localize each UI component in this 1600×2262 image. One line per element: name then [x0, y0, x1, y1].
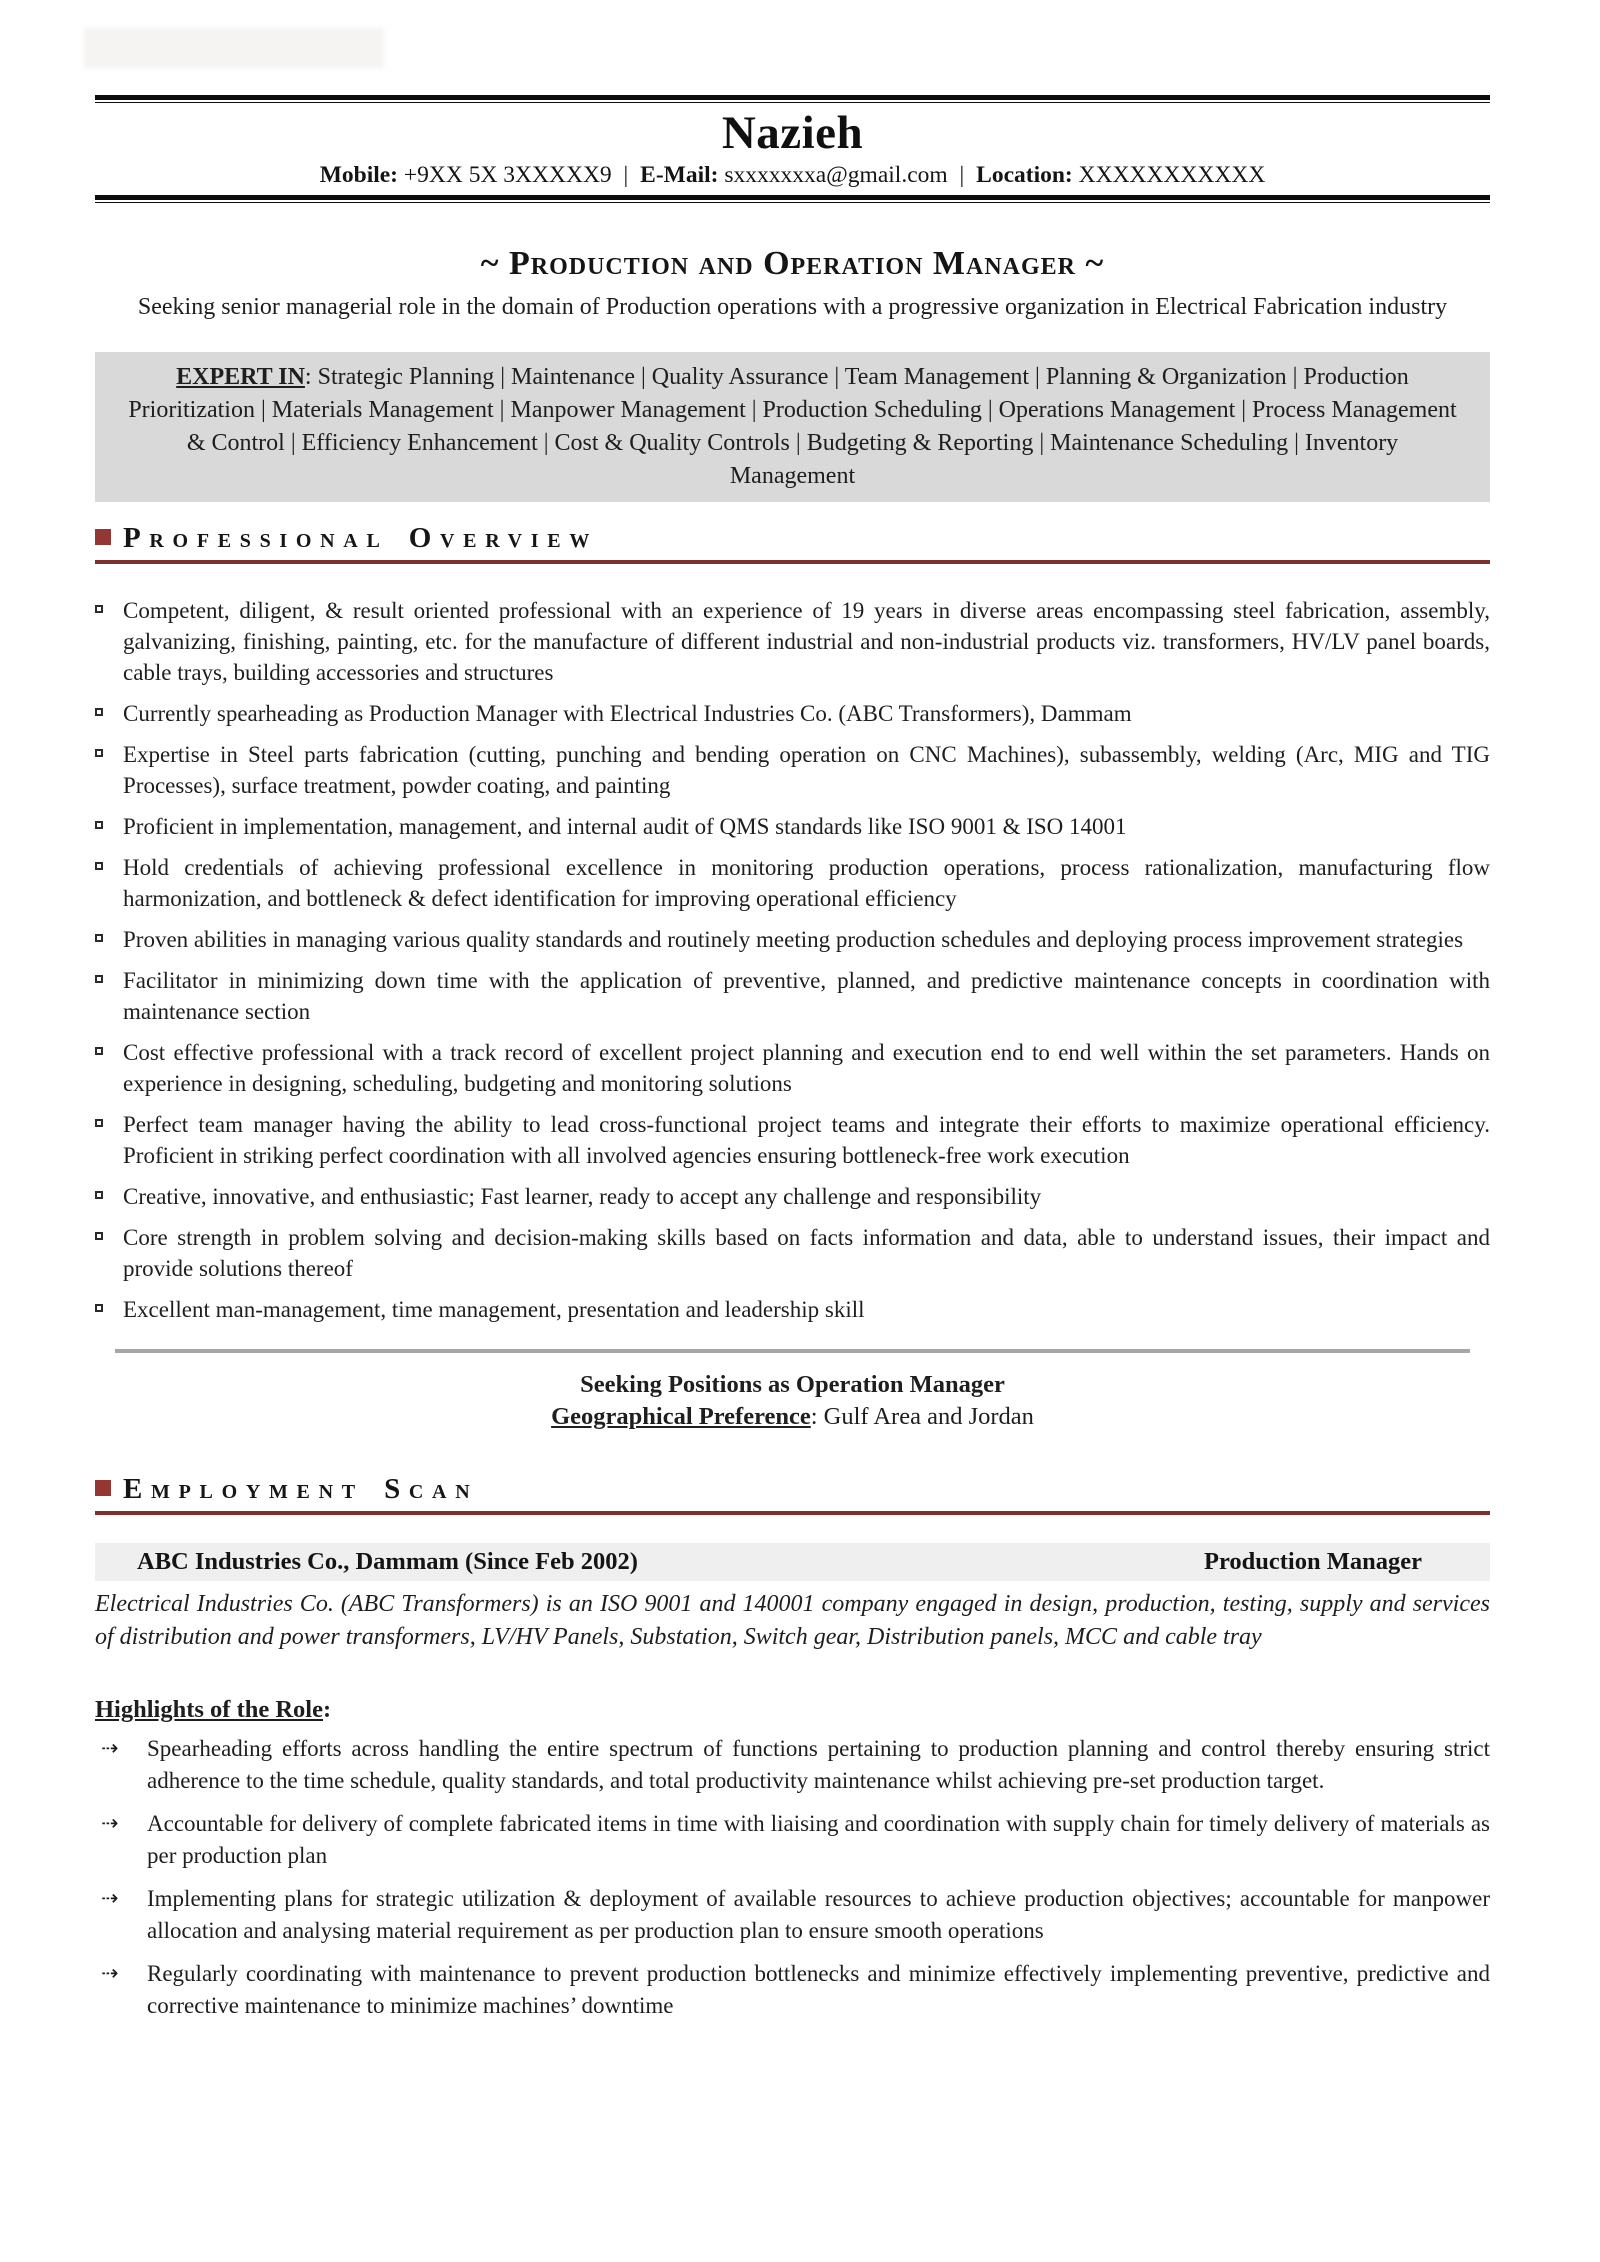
overview-bullet-text: Currently spearheading as Production Manager with Electrical Industries Co. (ABC Transformers), Dammam [123, 701, 1132, 727]
location-value: XXXXXXXXXXX [1078, 162, 1266, 189]
highlights-heading [95, 1696, 1490, 1724]
expert-in-skills: Strategic Planning | Maintenance | Quality Assurance | Team Management | Planning & Organization | Production Prioritization | Materials Management | Manpower Management | Production Scheduling | Operations Management | Process Management & Control | Efficiency Enhancement | Cost & Quality Controls | Budgeting & Reporting | Maintenance Scheduling | Inventory Management [128, 364, 1457, 490]
expert-in-block [95, 352, 1490, 502]
highlight-item [95, 1958, 1490, 2021]
job-role: Production Manager [1204, 1548, 1422, 1576]
highlight-item [95, 1883, 1490, 1946]
dashed-arrow-icon: ⇢ [101, 1961, 119, 1986]
contact-separator: | [623, 162, 629, 189]
overview-bullet-text: Creative, innovative, and enthusiastic; Fast learner, ready to accept any challenge and responsibility [123, 1184, 1042, 1210]
square-bullet-icon [95, 1304, 103, 1312]
section-heading-employment-scan [95, 1473, 1490, 1506]
overview-bullet-item [95, 924, 1490, 955]
highlight-text: Regularly coordinating with maintenance to prevent production bottlenecks and minimize effectively implementing preventive, predictive and corrective maintenance to minimize machines’ downtime [147, 1961, 1490, 2018]
email-label: E-Mail: [640, 162, 719, 189]
mobile-value: +9XX 5X 3XXXXX9 [403, 162, 612, 189]
overview-bullet-text: Expertise in Steel parts fabrication (cutting, punching and bending operation on CNC Machines), subassembly, welding (Arc, MIG and TIG Processes), surface treatment, powder coating, and painting [123, 742, 1490, 799]
highlights-list [95, 1733, 1490, 2021]
overview-bullet-item [95, 1181, 1490, 1212]
section-marker-icon [95, 1480, 111, 1496]
section-rule [95, 560, 1490, 564]
scan-artifact [84, 28, 384, 68]
career-objective: Seeking senior managerial role in the domain of Production operations with a progressive organization in Electrical Fabrication industry [137, 294, 1448, 321]
contact-line [95, 162, 1490, 189]
square-bullet-icon [95, 1191, 103, 1199]
section-title: Employment Scan [123, 1473, 479, 1506]
expert-in-colon: : [304, 364, 312, 391]
dashed-arrow-icon: ⇢ [101, 1811, 119, 1836]
overview-bullet-item [95, 1037, 1490, 1099]
section-heading-professional-overview [95, 522, 1490, 555]
square-bullet-icon [95, 1232, 103, 1240]
geographical-preference-value: : Gulf Area and Jordan [810, 1403, 1034, 1431]
overview-bullet-text: Proficient in implementation, management, and internal audit of QMS standards like ISO 9001 & ISO 14001 [123, 814, 1127, 840]
overview-bullet-item [95, 1222, 1490, 1284]
overview-bullet-item [95, 739, 1490, 801]
gray-divider-rule [115, 1349, 1470, 1353]
overview-bullet-text: Competent, diligent, & result oriented professional with an experience of 19 years in diverse areas encompassing steel fabrication, assembly, galvanizing, finishing, painting, etc. for the manufacture of different industrial and non-industrial products viz. transformers, HV/LV panel boards, cable trays, building accessories and structures [123, 598, 1490, 686]
highlight-item [95, 1808, 1490, 1871]
location-label: Location: [976, 162, 1073, 189]
overview-bullet-item [95, 811, 1490, 842]
square-bullet-icon [95, 708, 103, 716]
geographical-preference-label: Geographical Preference [551, 1403, 811, 1431]
highlights-label: Highlights of the Role [95, 1696, 323, 1724]
overview-bullet-item [95, 595, 1490, 688]
overview-bullet-item [95, 965, 1490, 1027]
email-value: sxxxxxxxa@gmail.com [724, 162, 948, 189]
overview-bullet-text: Perfect team manager having the ability to lead cross-functional project teams and integrate their efforts to maximize operational efficiency. Proficient in striking perfect coordination with all involved agencies ensuring bottleneck-free work execution [123, 1112, 1490, 1169]
square-bullet-icon [95, 1047, 103, 1055]
seeking-position-line: Seeking Positions as Operation Manager [580, 1371, 1005, 1399]
section-rule [95, 1511, 1490, 1515]
square-bullet-icon [95, 975, 103, 983]
expert-in-label: EXPERT IN [176, 364, 305, 391]
highlight-item [95, 1733, 1490, 1796]
overview-bullet-item [95, 1294, 1490, 1325]
overview-bullet-text: Proven abilities in managing various quality standards and routinely meeting production schedules and deploying process improvement strategies [123, 927, 1464, 953]
job-company: ABC Industries Co., Dammam (Since Feb 2002) [137, 1548, 638, 1576]
mobile-label: Mobile: [319, 162, 399, 189]
overview-bullet-text: Facilitator in minimizing down time with the application of preventive, planned, and predictive maintenance concepts in coordination with maintenance section [123, 968, 1490, 1025]
section-title: Professional Overview [123, 522, 599, 555]
company-description: Electrical Industries Co. (ABC Transformers) is an ISO 9001 and 140001 company engaged in design, production, testing, supply and services of distribution and power transformers, LV/HV Panels, Substation, Switch gear, Distribution panels, MCC and cable tray [95, 1591, 1490, 1651]
square-bullet-icon [95, 1119, 103, 1127]
highlights-colon: : [323, 1696, 332, 1724]
overview-bullet-text: Core strength in problem solving and decision-making skills based on facts information and data, able to understand issues, their impact and provide solutions thereof [123, 1225, 1490, 1282]
candidate-name: Nazieh [721, 107, 864, 159]
geographical-preference-line [95, 1401, 1490, 1433]
target-job-title: ~ Production and Operation Manager ~ [480, 245, 1105, 283]
overview-bullet-text: Excellent man-management, time management, presentation and leadership skill [123, 1297, 865, 1323]
overview-bullet-list [95, 595, 1490, 1325]
section-marker-icon [95, 529, 111, 545]
overview-bullet-text: Hold credentials of achieving professional excellence in monitoring production operations, process rationalization, manufacturing flow harmonization, and bottleneck & defect identification for improving operational efficiency [123, 855, 1490, 912]
overview-bullet-text: Cost effective professional with a track record of excellent project planning and execution end to end well within the set parameters. Hands on experience in designing, scheduling, budgeting and monitoring solutions [123, 1040, 1490, 1097]
header-top-rule [95, 95, 1490, 103]
highlight-text: Accountable for delivery of complete fabricated items in time with liaising and coordination with supply chain for timely delivery of materials as per production plan [147, 1811, 1490, 1868]
square-bullet-icon [95, 862, 103, 870]
square-bullet-icon [95, 821, 103, 829]
overview-bullet-item [95, 852, 1490, 914]
overview-bullet-item [95, 698, 1490, 729]
job-entry-bar [95, 1543, 1490, 1581]
highlight-text: Spearheading efforts across handling the entire spectrum of functions pertaining to production planning and control thereby ensuring strict adherence to the time schedule, quality standards, and total productivity maintenance whilst achieving pre-set production target. [147, 1736, 1490, 1793]
square-bullet-icon [95, 749, 103, 757]
header-bottom-rule [95, 195, 1490, 203]
square-bullet-icon [95, 934, 103, 942]
highlight-text: Implementing plans for strategic utilization & deployment of available resources to achieve production objectives; accountable for manpower allocation and analysing material requirement as per production plan to ensure smooth operations [147, 1886, 1490, 1943]
dashed-arrow-icon: ⇢ [101, 1736, 119, 1761]
dashed-arrow-icon: ⇢ [101, 1886, 119, 1911]
contact-separator: | [959, 162, 965, 189]
overview-bullet-item [95, 1109, 1490, 1171]
square-bullet-icon [95, 605, 103, 613]
